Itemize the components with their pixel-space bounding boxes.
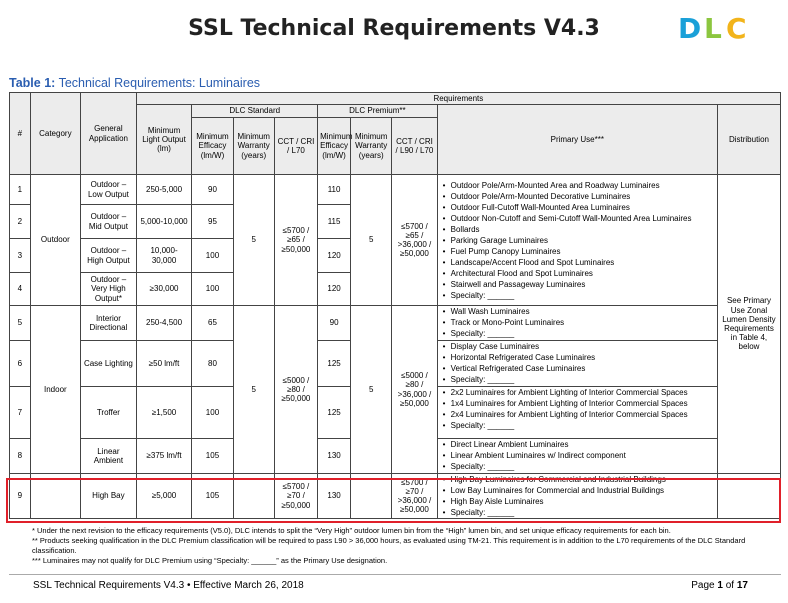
table-row xyxy=(10,306,781,341)
row-num: 7 xyxy=(10,387,31,439)
header-dlc-standard: DLC Standard xyxy=(192,105,318,118)
category-empty xyxy=(30,474,80,519)
header-prem-min-efficacy: Minimum Efficacy (lm/W) xyxy=(318,118,351,175)
list-item: • Specialty: ______ xyxy=(442,420,715,431)
prem-min-efficacy: 125 xyxy=(318,341,351,387)
list-item: • Outdoor Pole/Arm-Mounted Decorative Luminaires xyxy=(442,191,715,202)
category-indoor: Indoor xyxy=(30,306,80,474)
general-application: Outdoor – Mid Output xyxy=(81,205,137,239)
std-min-efficacy: 105 xyxy=(192,439,233,474)
prem-min-efficacy: 125 xyxy=(318,387,351,439)
row-num: 6 xyxy=(10,341,31,387)
general-application: Linear Ambient xyxy=(81,439,137,474)
footer-document-info: SSL Technical Requirements V4.3 • Effective March 26, 2018 xyxy=(33,580,304,591)
category-outdoor: Outdoor xyxy=(30,175,80,306)
primary-use-row9 xyxy=(437,474,717,519)
prem-min-efficacy: 120 xyxy=(318,273,351,306)
std-min-efficacy: 80 xyxy=(192,341,233,387)
footnotes xyxy=(32,526,772,566)
min-light-output: ≥50 lm/ft xyxy=(136,341,192,387)
list-item: • Specialty: ______ xyxy=(442,290,715,301)
min-light-output: 250-4,500 xyxy=(136,306,192,341)
list-item: • Landscape/Accent Flood and Spot Luminaires xyxy=(442,257,715,268)
list-item: • Specialty: ______ xyxy=(442,461,715,472)
dlc-logo xyxy=(676,12,766,42)
prem-min-efficacy: 110 xyxy=(318,175,351,205)
min-light-output: 10,000-30,000 xyxy=(136,239,192,273)
list-item: • Outdoor Pole/Arm-Mounted Area and Roadway Luminaires xyxy=(442,180,715,191)
std-min-efficacy: 100 xyxy=(192,239,233,273)
header-prem-min-warranty: Minimum Warranty (years) xyxy=(351,118,392,175)
row-num: 9 xyxy=(10,474,31,519)
std-min-efficacy: 100 xyxy=(192,387,233,439)
list-item: • High Bay Aisle Luminaires xyxy=(442,496,715,507)
prem-min-efficacy: 115 xyxy=(318,205,351,239)
list-item: • Direct Linear Ambient Luminaires xyxy=(442,439,715,450)
min-light-output: ≥30,000 xyxy=(136,273,192,306)
footnote-2: ** Products seeking qualification in the DLC Premium classification will be required to pass L90 > 36,000 hours, as evaluated using TM-21. This requirement is in addition to the L70 requirements of the DLC Standard classification. xyxy=(32,536,746,555)
header-dlc-premium: DLC Premium** xyxy=(318,105,438,118)
list-item: • Parking Garage Luminaires xyxy=(442,235,715,246)
table-row xyxy=(10,474,781,519)
distribution-empty xyxy=(717,474,780,519)
prem-min-efficacy: 130 xyxy=(318,474,351,519)
general-application: High Bay xyxy=(81,474,137,519)
list-item: • 2x2 Luminaires for Ambient Lighting of Interior Commercial Spaces xyxy=(442,387,715,398)
prem-cct-cri-l90-l70: ≤5000 / ≥80 / >36,000 / ≥50,000 xyxy=(392,306,437,474)
prem-min-warranty-empty xyxy=(351,474,392,519)
row-num: 2 xyxy=(10,205,31,239)
std-cct-cri-l70: ≤5000 / ≥80 / ≥50,000 xyxy=(274,306,317,474)
list-item: • 1x4 Luminaires for Ambient Lighting of Interior Commercial Spaces xyxy=(442,398,715,409)
list-item: • Specialty: ______ xyxy=(442,507,715,518)
header-std-cct: CCT / CRI / L70 xyxy=(274,118,317,175)
list-item: • Track or Mono-Point Luminaires xyxy=(442,317,715,328)
std-cct-cri-l70: ≤5700 / ≥65 / ≥50,000 xyxy=(274,175,317,306)
table-title-label: Table 1: xyxy=(9,76,56,90)
prem-min-efficacy: 90 xyxy=(318,306,351,341)
table-title xyxy=(9,76,260,90)
list-item: • 2x4 Luminaires for Ambient Lighting of Interior Commercial Spaces xyxy=(442,409,715,420)
list-item: • Display Case Luminaires xyxy=(442,341,715,352)
general-application: Troffer xyxy=(81,387,137,439)
list-item: • Architectural Flood and Spot Luminaires xyxy=(442,268,715,279)
primary-use-row8 xyxy=(437,439,717,474)
general-application: Outdoor – Low Output xyxy=(81,175,137,205)
min-light-output: ≥5,000 xyxy=(136,474,192,519)
footer-divider xyxy=(9,574,781,575)
row-num: 5 xyxy=(10,306,31,341)
prem-cct-cri-l90-l70: ≤5700 / ≥70 / >36,000 / ≥50,000 xyxy=(392,474,437,519)
header-std-min-warranty: Minimum Warranty (years) xyxy=(233,118,274,175)
footnote-1: * Under the next revision to the efficacy requirements (V5.0), DLC intends to split the “Very High” outdoor lumen bin from the “High” lumen bin, and set unique efficacy requirements for each bin. xyxy=(32,526,671,535)
header-min-light-output: Minimum Light Output (lm) xyxy=(136,105,192,175)
header-distribution: Distribution xyxy=(717,105,780,175)
table-title-text: Technical Requirements: Luminaires xyxy=(58,76,261,90)
primary-use-row6 xyxy=(437,341,717,387)
table-row xyxy=(10,175,781,205)
list-item: • Outdoor Non-Cutoff and Semi-Cutoff Wall-Mounted Area Luminaires xyxy=(442,213,715,224)
list-item: • Vertical Refrigerated Case Luminaires xyxy=(442,363,715,374)
std-min-efficacy: 105 xyxy=(192,474,233,519)
std-min-warranty-empty xyxy=(233,474,274,519)
header-std-min-efficacy: Minimum Efficacy (lm/W) xyxy=(192,118,233,175)
general-application: Outdoor – High Output xyxy=(81,239,137,273)
row-num: 3 xyxy=(10,239,31,273)
min-light-output: 5,000-10,000 xyxy=(136,205,192,239)
prem-min-efficacy: 130 xyxy=(318,439,351,474)
header-primary-use: Primary Use*** xyxy=(437,105,717,175)
prem-min-efficacy: 120 xyxy=(318,239,351,273)
min-light-output: 250-5,000 xyxy=(136,175,192,205)
page-of: of xyxy=(722,580,737,591)
svg-text:L: L xyxy=(704,12,722,42)
page-total: 17 xyxy=(736,580,748,591)
std-min-efficacy: 90 xyxy=(192,175,233,205)
min-light-output: ≥1,500 xyxy=(136,387,192,439)
list-item: • Horizontal Refrigerated Case Luminaires xyxy=(442,352,715,363)
requirements-table xyxy=(9,92,781,519)
list-item: • Bollards xyxy=(442,224,715,235)
prem-min-warranty: 5 xyxy=(351,306,392,474)
row-num: 1 xyxy=(10,175,31,205)
list-item: • Specialty: ______ xyxy=(442,328,715,339)
page-current: 1 xyxy=(717,580,723,591)
list-item: • Outdoor Full-Cutoff Wall-Mounted Area Luminaires xyxy=(442,202,715,213)
primary-use-row7 xyxy=(437,387,717,439)
header-general-application: General Application xyxy=(81,93,137,175)
svg-text:D: D xyxy=(678,12,702,42)
general-application: Interior Directional xyxy=(81,306,137,341)
list-item: • Specialty: ______ xyxy=(442,374,715,385)
page-title: SSL Technical Requirements V4.3 xyxy=(188,16,600,41)
list-item: • Linear Ambient Luminaires w/ Indirect component xyxy=(442,450,715,461)
header-category: Category xyxy=(30,93,80,175)
std-min-warranty: 5 xyxy=(233,175,274,306)
std-cct-cri-l70: ≤5700 / ≥70 / ≥50,000 xyxy=(274,474,317,519)
list-item: • High Bay Luminaires for Commercial and Industrial Buildings xyxy=(442,474,715,485)
header-requirements: Requirements xyxy=(136,93,780,105)
std-min-efficacy: 65 xyxy=(192,306,233,341)
min-light-output: ≥375 lm/ft xyxy=(136,439,192,474)
prem-min-warranty: 5 xyxy=(351,175,392,306)
svg-text:C: C xyxy=(726,12,747,42)
primary-use-row5 xyxy=(437,306,717,341)
header-num: # xyxy=(10,93,31,175)
list-item: • Wall Wash Luminaires xyxy=(442,306,715,317)
row-num: 4 xyxy=(10,273,31,306)
list-item: • Fuel Pump Canopy Luminaires xyxy=(442,246,715,257)
page-prefix: Page xyxy=(691,580,718,591)
footer-page-number xyxy=(691,580,748,591)
primary-use-outdoor xyxy=(437,175,717,306)
general-application: Case Lighting xyxy=(81,341,137,387)
header-prem-cct: CCT / CRI / L90 / L70 xyxy=(392,118,437,175)
list-item: • Stairwell and Passageway Luminaires xyxy=(442,279,715,290)
list-item: • Low Bay Luminaires for Commercial and Industrial Buildings xyxy=(442,485,715,496)
std-min-warranty: 5 xyxy=(233,306,274,474)
row-num: 8 xyxy=(10,439,31,474)
distribution-text: See Primary Use Zonal Lumen Density Requirements in Table 4, below xyxy=(717,175,780,474)
std-min-efficacy: 100 xyxy=(192,273,233,306)
std-min-efficacy: 95 xyxy=(192,205,233,239)
prem-cct-cri-l90-l70: ≤5700 / ≥65 / >36,000 / ≥50,000 xyxy=(392,175,437,306)
general-application: Outdoor – Very High Output* xyxy=(81,273,137,306)
footnote-3: *** Luminaires may not qualify for DLC Premium using “Specialty: ______” as the Primary Use designation. xyxy=(32,556,388,565)
